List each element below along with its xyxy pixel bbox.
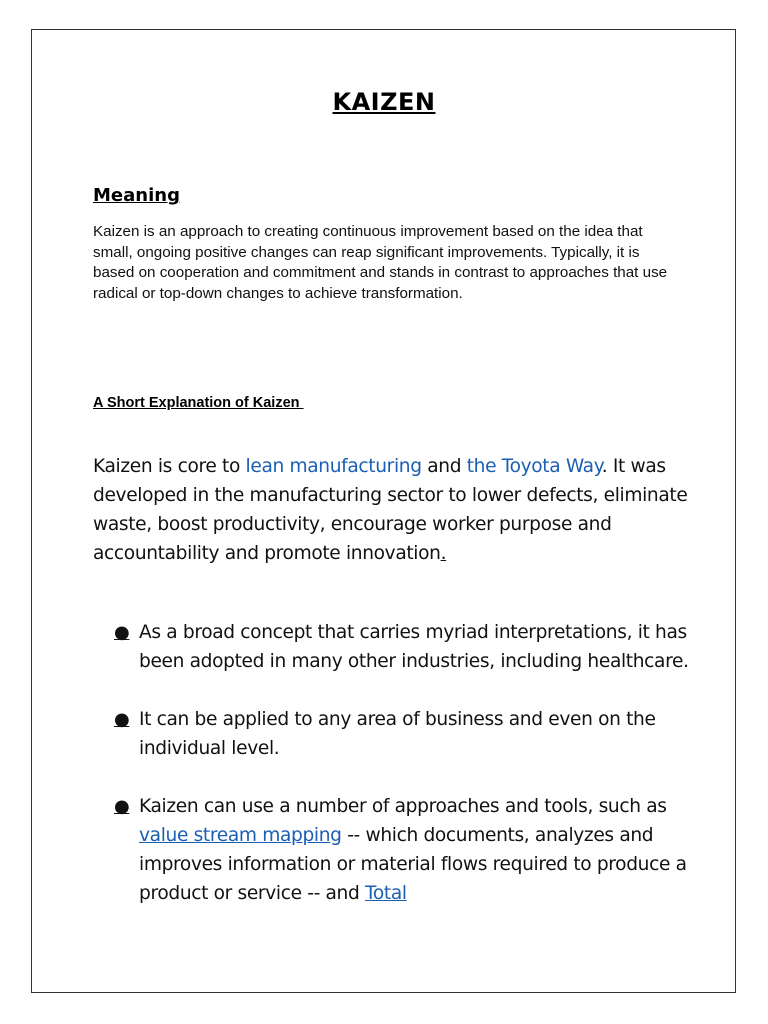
lean-manufacturing-link[interactable]: lean manufacturing bbox=[245, 456, 422, 477]
short-explanation-heading: A Short Explanation of Kaizen bbox=[93, 395, 304, 411]
bullet-item bbox=[114, 705, 699, 763]
meaning-paragraph: Kaizen is an approach to creating continuous improvement based on the idea that small, ongoing positive changes can reap significant improvements. Typically, it is based on cooperation and commitment and stands in contrast to approaches that use radical or top-down changes to achieve transformation. bbox=[93, 223, 668, 302]
meaning-heading: Meaning bbox=[93, 185, 180, 206]
intro-text-part3: . It was developed in the manufacturing sector to lower defects, eliminate waste, boost productivity, encourage worker purpose and accountability and promote innovation bbox=[93, 456, 688, 564]
bullet-text-part2: -- which documents, analyzes and improves information or material flows required to produce a product or service -- and bbox=[139, 825, 687, 904]
bullet-text: As a broad concept that carries myriad interpretations, it has been adopted in many other industries, including healthcare. bbox=[139, 622, 689, 672]
bullet-icon: ● bbox=[114, 796, 130, 817]
intro-text-end: . bbox=[440, 543, 447, 564]
bullet-icon: ● bbox=[114, 709, 130, 730]
bullet-text: It can be applied to any area of business and even on the individual level. bbox=[139, 709, 656, 759]
bullet-list bbox=[114, 618, 699, 937]
bullet-item bbox=[114, 792, 699, 908]
bullet-item bbox=[114, 618, 699, 676]
intro-text-part1: Kaizen is core to bbox=[93, 456, 246, 477]
bullet-icon: ● bbox=[114, 622, 130, 643]
intro-paragraph bbox=[93, 452, 693, 568]
document-title: KAIZEN bbox=[332, 88, 436, 116]
total-link[interactable]: Total bbox=[365, 883, 407, 904]
value-stream-mapping-link[interactable]: value stream mapping bbox=[139, 825, 342, 846]
toyota-way-link[interactable]: the Toyota Way bbox=[466, 456, 602, 477]
bullet-text-part1: Kaizen can use a number of approaches and tools, such as bbox=[139, 796, 667, 817]
intro-text-part2: and bbox=[421, 456, 467, 477]
